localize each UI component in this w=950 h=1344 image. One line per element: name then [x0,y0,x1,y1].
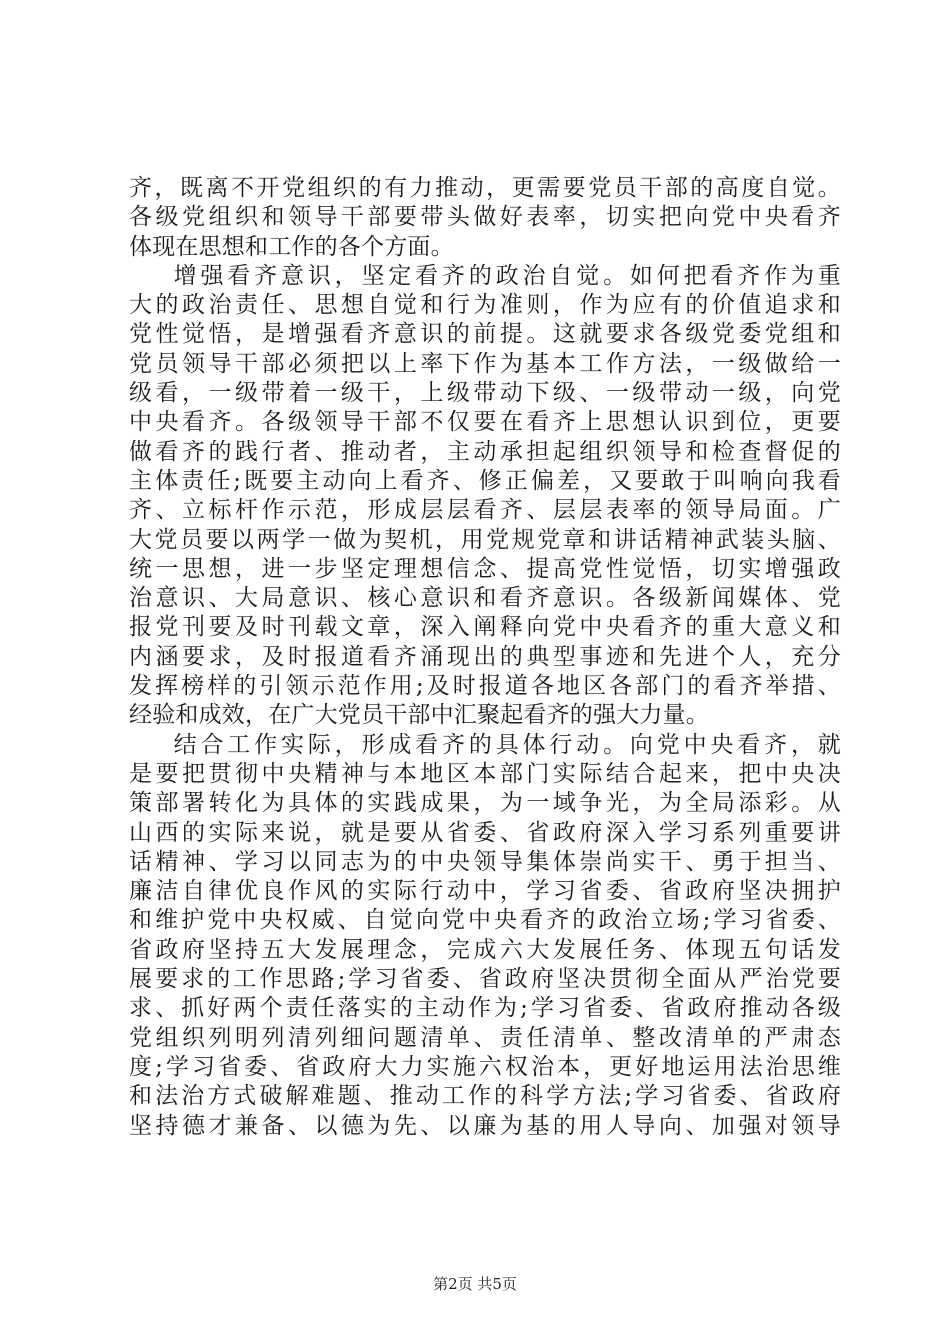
text-line: 级看，一级带着一级干，上级带动下级、一级带动一级，向党 [129,380,841,407]
text-line: 经验和成效，在广大党员干部中汇聚起看齐的强大力量。 [129,702,709,729]
text-line: 各级党组织和领导干部要带头做好表率，切实把向党中央看齐 [129,204,841,231]
text-line: 求、抓好两个责任落实的主动作为;学习省委、省政府推动各级 [129,995,841,1022]
text-line: 和法治方式破解难题、推动工作的科学方法;学习省委、省政府 [129,1083,841,1110]
text-line: 廉洁自律优良作风的实际行动中，学习省委、省政府坚决拥护 [129,878,841,905]
paragraph-3 [129,731,841,1141]
paragraph-2 [129,262,841,731]
text-line: 报党刊要及时刊载文章，深入阐释向党中央看齐的重大意义和 [129,614,841,641]
text-line: 党组织列明列清列细问题清单、责任清单、整改清单的严肃态 [129,1024,841,1051]
text-line: 统一思想，进一步坚定理想信念、提高党性觉悟，切实增强政 [129,555,841,582]
text-line: 齐，既离不开党组织的有力推动，更需要党员干部的高度自觉。 [129,175,841,201]
text-line: 省政府坚持五大发展理念，完成六大发展任务、体现五句话发 [129,936,841,963]
paragraph-1 [129,174,841,262]
text-line: 结合工作实际，形成看齐的具体行动。向党中央看齐，就 [129,731,841,758]
text-line: 发挥榜样的引领示范作用;及时报道各地区各部门的看齐举措、 [129,673,841,700]
text-line: 策部署转化为具体的实践成果，为一域争光，为全局添彩。从 [129,790,841,817]
text-line: 中央看齐。各级领导干部不仅要在看齐上思想认识到位，更要 [129,409,841,436]
text-line: 齐、立标杆作示范，形成层层看齐、层层表率的领导局面。广 [129,497,841,524]
text-line: 主体责任;既要主动向上看齐、修正偏差，又要敢于叫响向我看 [129,467,841,494]
text-line: 内涵要求，及时报道看齐涌现出的典型事迹和先进个人，充分 [129,643,841,670]
text-line: 治意识、大局意识、核心意识和看齐意识。各级新闻媒体、党 [129,585,841,612]
text-line: 增强看齐意识，坚定看齐的政治自觉。如何把看齐作为重 [129,262,841,289]
document-body [129,174,841,1141]
text-line: 大党员要以两学一做为契机，用党规党章和讲话精神武装头脑、 [129,526,841,553]
text-line: 做看齐的践行者、推动者，主动承担起组织领导和检查督促的 [129,438,841,465]
text-line: 党员领导干部必须把以上率下作为基本工作方法，一级做给一 [129,350,841,377]
text-line: 体现在思想和工作的各个方面。 [129,233,454,260]
page-number-footer: 第2页 共5页 [433,1275,517,1293]
text-line: 展要求的工作思路;学习省委、省政府坚决贯彻全面从严治党要 [129,966,841,993]
text-line: 和维护党中央权威、自觉向党中央看齐的政治立场;学习省委、 [129,907,841,934]
text-line: 是要把贯彻中央精神与本地区本部门实际结合起来，把中央决 [129,760,841,787]
text-line: 坚持德才兼备、以德为先、以廉为基的用人导向、加强对领导 [129,1112,841,1139]
text-line: 山西的实际来说，就是要从省委、省政府深入学习系列重要讲 [129,819,841,846]
text-line: 党性觉悟，是增强看齐意识的前提。这就要求各级党委党组和 [129,321,841,348]
text-line: 大的政治责任、思想自觉和行为准则，作为应有的价值追求和 [129,292,841,319]
text-line: 度;学习省委、省政府大力实施六权治本，更好地运用法治思维 [129,1053,841,1080]
text-line: 话精神、学习以同志为的中央领导集体崇尚实干、勇于担当、 [129,848,841,875]
